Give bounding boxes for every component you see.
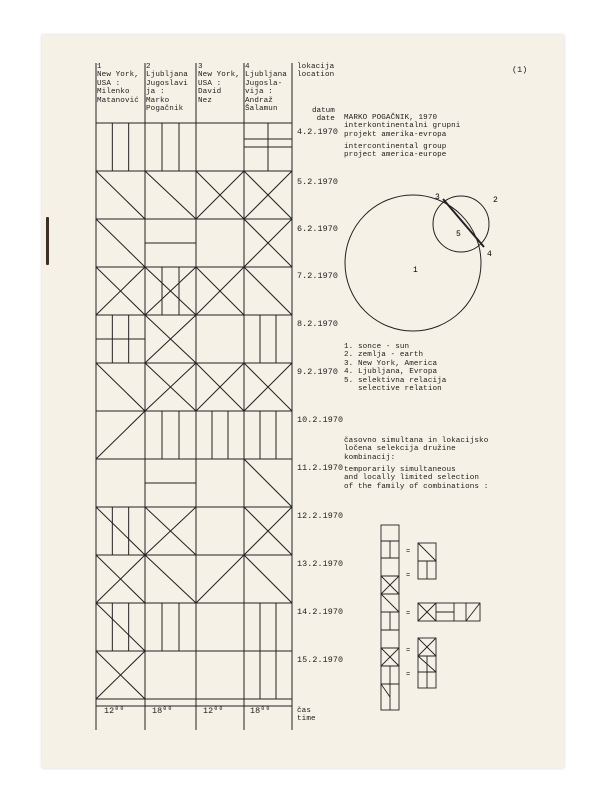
- text-slovenian: časovno simultana in lokacijsko ločena selekcija družine kombinacij:: [344, 437, 489, 462]
- time-header: čas time: [297, 707, 316, 724]
- equals-sign-5: =: [406, 671, 411, 679]
- date-row-4: 7.2.1970: [297, 271, 339, 281]
- date-row-1: 4.2.1970: [297, 127, 339, 137]
- column-header-4: 4 Ljubljana Jugosla- vija : Andraž Šalamun: [245, 63, 287, 114]
- date-row-6: 9.2.1970: [297, 367, 339, 377]
- date-row-10: 13.2.1970: [297, 559, 344, 569]
- label-2: 2: [493, 196, 498, 205]
- equals-sign-4: =: [406, 647, 411, 655]
- title-block: MARKO POGAČNIK, 1970 interkontinentalni grupni projekt amerika-evropa: [344, 114, 461, 139]
- date-row-9: 12.2.1970: [297, 511, 344, 521]
- date-row-3: 6.2.1970: [297, 224, 339, 234]
- label-3: 3: [435, 193, 440, 202]
- date-row-11: 14.2.1970: [297, 607, 344, 617]
- label-1: 1: [413, 266, 418, 275]
- label-5: 5: [456, 230, 461, 239]
- time-label-3: 12⁰⁰: [203, 706, 224, 716]
- equals-sign-3: =: [406, 610, 411, 618]
- time-label-1: 12⁰⁰: [104, 706, 125, 716]
- equals-sign-2: =: [406, 572, 411, 580]
- page-number: (1): [512, 65, 528, 75]
- time-label-4: 18⁰⁰: [250, 706, 271, 716]
- text-english: temporarily simultaneous and locally limited selection of the family of combinations :: [344, 466, 489, 491]
- date-row-5: 8.2.1970: [297, 319, 339, 329]
- date-header: datum date: [312, 107, 335, 124]
- label-4: 4: [487, 250, 492, 259]
- equals-sign-1: =: [406, 548, 411, 556]
- time-label-2: 18⁰⁰: [152, 706, 173, 716]
- column-header-2: 2 Ljubljana Jugoslavi ja : Marko Pogačnik: [146, 63, 188, 114]
- date-row-12: 15.2.1970: [297, 655, 344, 665]
- legend: 1. sonce - sun 2. zemlja - earth 3. New York, America 4. Ljubljana, Evropa 5. selektivna relacija selective relation: [344, 343, 447, 394]
- date-row-2: 5.2.1970: [297, 177, 339, 187]
- date-row-8: 11.2.1970: [297, 463, 344, 473]
- title-block-en: intercontinental group project america-europe: [344, 143, 447, 160]
- column-header-3: 3 New York, USA : David Nez: [198, 63, 240, 105]
- column-header-1: 1 New York, USA : Milenko Matanović: [97, 63, 139, 105]
- location-header: lokacija location: [297, 63, 335, 80]
- date-row-7: 10.2.1970: [297, 415, 344, 425]
